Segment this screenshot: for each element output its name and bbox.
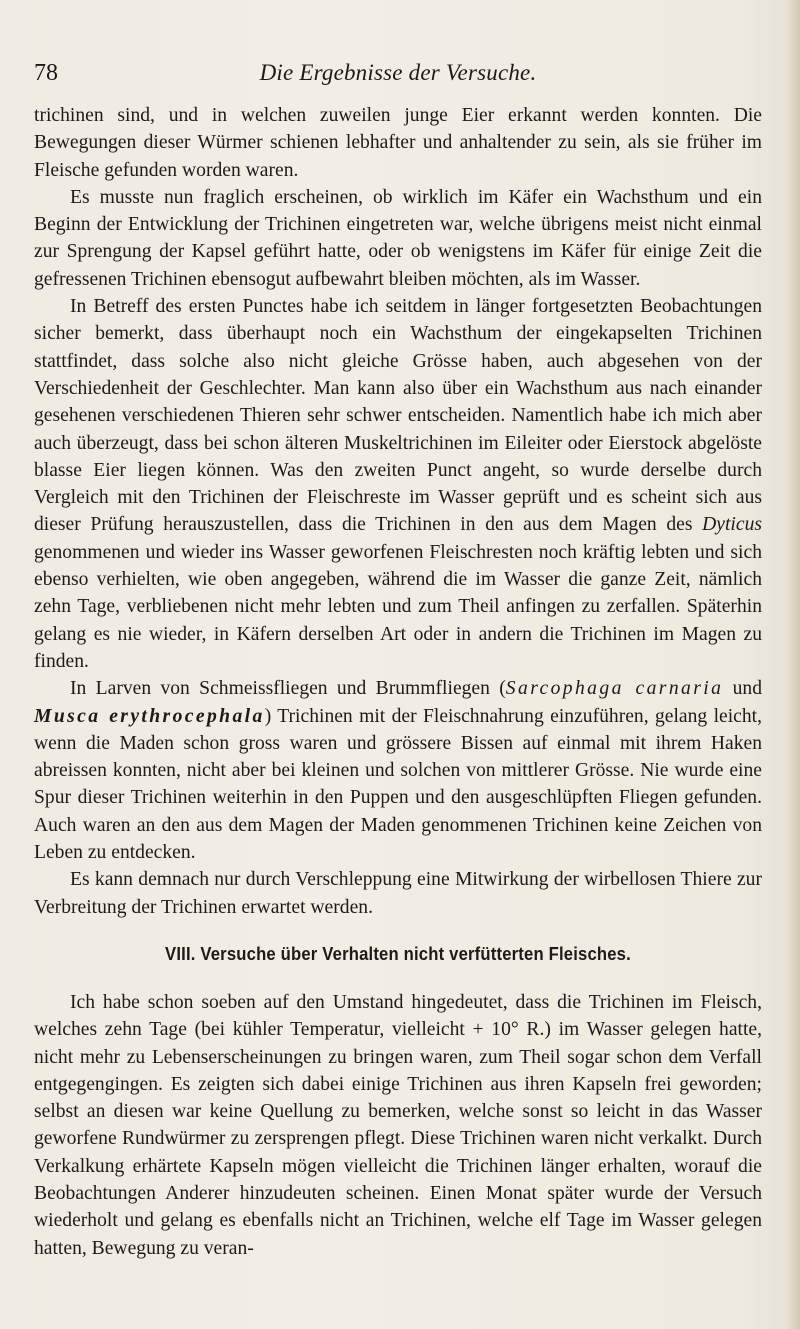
paragraph-6: Ich habe schon soeben auf den Umstand hingedeutet, dass die Trichinen im Fleisch, welches zehn Tage (bei kühler Temperatur, vielleicht + 10° R.) im Wasser gelegen hatte, nicht mehr zu Lebenserscheinungen zu bringen waren, zum Theil sogar schon dem Verfall entgegengingen. Es zeigten sich dabei einige Trichinen aus ihren Kapseln frei geworden; selbst an diesen war keine Quellung zu bemerken, welche sonst so leicht in das Wasser geworfene Rundwürmer zu zersprengen pflegt. Diese Trichinen waren nicht verkalkt. Durch Verkalkung erhärtete Kapseln mögen vielleicht die Trichinen länger erhalten, worauf die Beobachtungen Anderer hinzudeuten scheinen. Einen Monat später wurde der Versuch wiederholt und gelang es ebenfalls nicht an Trichinen, welche elf Tage im Wasser gelegen hatten, Bewegung zu veran- [34, 991, 762, 1259]
paragraph-4-text-a: In Larven von Schmeissfliegen und Brummfliegen ( [70, 678, 506, 700]
species-musca: Musca erythrocephala [34, 705, 265, 727]
paragraph-1: trichinen sind, und in welchen zuweilen junge Eier erkannt werden konnten. Die Bewegungen dieser Würmer schienen lebhafter und anhaltender zu sein, als sie früher im Fleische gefunden worden waren. [34, 105, 762, 181]
species-sarcophaga: Sarcophaga carnaria [505, 678, 724, 700]
section-heading: VIII. Versuche über Verhalten nicht verfütterten Fleisches. [165, 942, 631, 964]
paragraph-3-text-b: genommenen und wieder ins Wasser geworfenen Fleischresten noch kräftig lebten und sich ebenso verhielten, wie oben angegeben, während die im Wasser die ganze Zeit, nämlich zehn Tage, verbliebenen nicht mehr lebten und zum Theil anfingen zu zerfallen. Späterhin gelang es nie wieder, in Käfern derselben Art oder in andern die Trichinen im Magen zu finden. [34, 541, 762, 672]
page-edge-shadow [786, 0, 800, 1329]
paragraph-4-text-b: ) Trichinen mit der Fleischnahrung einzuführen, gelang leicht, wenn die Maden schon gross waren und grössere Bissen auf einmal mit ihrem Haken abreissen konnten, nicht aber bei kleinen und solchen von mittlerer Grösse. Nie wurde eine Spur dieser Trichinen weiterhin in den Puppen und den ausgeschlüpften Fliegen gefunden. Auch waren an den aus dem Magen der Maden genommenen Trichinen keine Zeichen von Leben zu entdecken. [34, 705, 762, 864]
page-header [34, 58, 762, 92]
paragraph-3-text-a: In Betreff des ersten Punctes habe ich seitdem in länger fortgesetzten Beobachtungen sicher bemerkt, dass überhaupt noch ein Wachsthum der eingekapselten Trichinen stattfindet, dass solche also nicht gleiche Grösse haben, auch abgesehen von der Verschiedenheit der Geschlechter. Man kann also über ein Wachsthum aus nach einander gesehenen verschiedenen Thieren sehr schwer entscheiden. Namentlich habe ich mich aber auch überzeugt, dass bei schon älteren Muskeltrichinen im Eileiter oder Eierstock abgelöste blasse Eier liegen können. Was den zweiten Punct angeht, so wurde derselbe durch Vergleich mit den Trichinen der Fleischreste im Wasser geprüft und es scheint sich aus dieser Prüfung herauszustellen, dass die Trichinen in den aus dem Magen des [34, 296, 762, 536]
paragraph-4 [34, 675, 762, 866]
running-title: Die Ergebnisse der Versuche. [259, 60, 537, 85]
body-text [34, 102, 762, 1262]
paragraph-3 [34, 293, 762, 675]
paragraph-5: Es kann demnach nur durch Verschleppung eine Mitwirkung der wirbellosen Thiere zur Verbreitung der Trichinen erwartet werden. [34, 869, 762, 918]
paragraph-4-und: und [732, 678, 763, 700]
page-number: 78 [34, 60, 58, 86]
genus-dyticus: Dyticus [702, 514, 762, 536]
paragraph-2: Es musste nun fraglich erscheinen, ob wirklich im Käfer ein Wachsthum und ein Beginn der Entwicklung der Trichinen eingetreten war, welche übrigens meist nicht einmal zur Sprengung der Kapsel geführt hatte, oder ob wenigstens im Käfer für einige Zeit die gefressenen Trichinen ebensogut aufbewahrt bleiben möchten, als im Wasser. [34, 186, 762, 290]
